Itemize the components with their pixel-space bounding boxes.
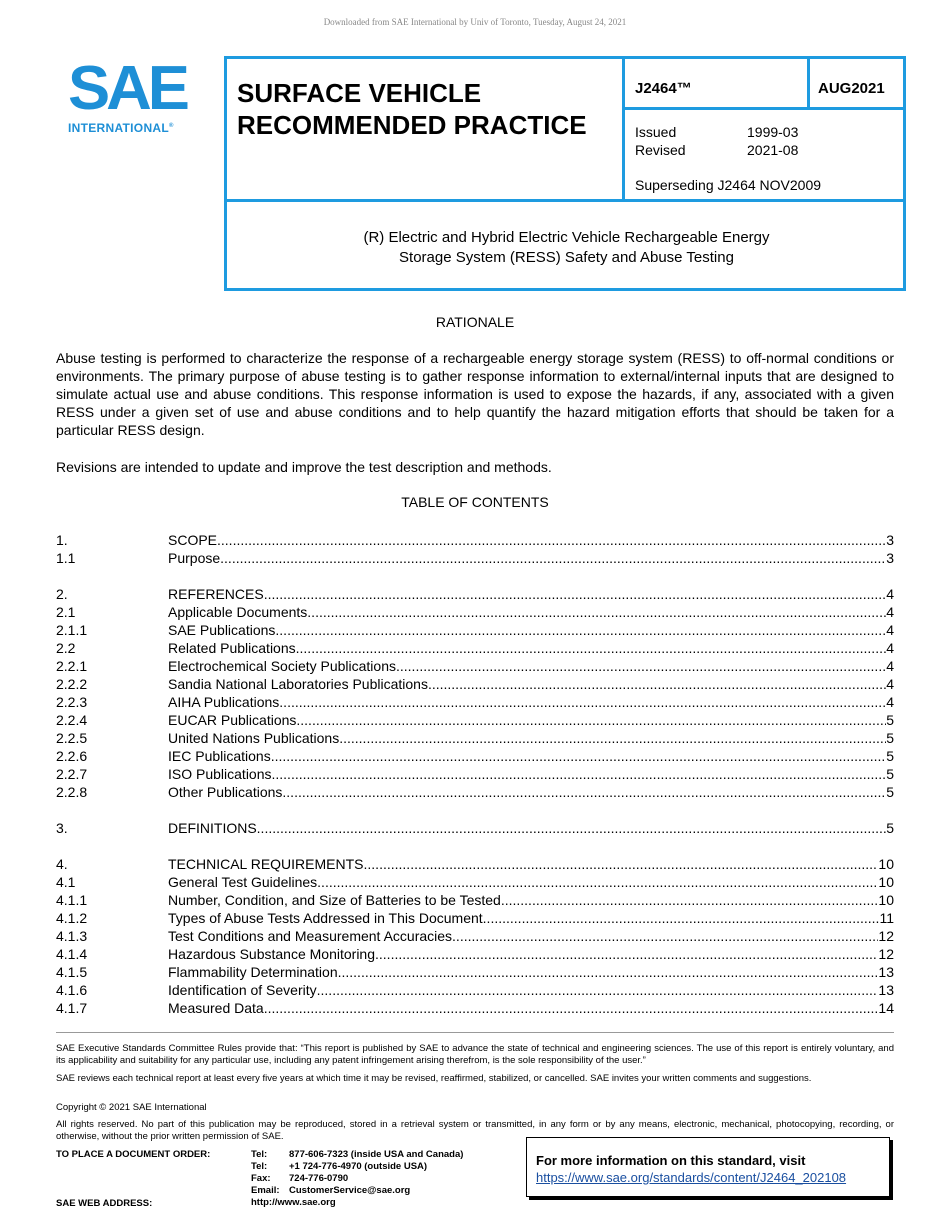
toc-leader-dots [483,909,880,927]
toc-entry-page: 4 [886,658,894,674]
toc-leader-dots [296,711,886,729]
toc-entry[interactable] [56,639,894,657]
toc-entry-title: TECHNICAL REQUIREMENTS [168,856,364,872]
toc-entry-page: 12 [878,928,894,944]
toc-entry[interactable] [56,603,894,621]
document-type-title: SURFACE VEHICLE RECOMMENDED PRACTICE [237,78,587,140]
toc-entry-title: SCOPE [168,532,218,548]
toc-entry-title: Identification of Severity [168,982,317,998]
web-address-label: SAE WEB ADDRESS: [56,1198,153,1209]
toc-entry-page: 5 [886,712,894,728]
toc-leader-dots [396,657,886,675]
toc-entry-title: Measured Data [168,1000,264,1016]
contact-list [251,1149,463,1209]
toc-entry[interactable] [56,999,894,1017]
web-url[interactable]: http://www.sae.org [251,1197,336,1208]
toc-entry-title: REFERENCES [168,586,264,602]
header-divider [227,199,906,202]
toc-entry-title: Test Conditions and Measurement Accuracies [168,928,453,944]
toc-leader-dots [317,873,878,891]
toc-entry-page: 12 [878,946,894,962]
toc-entry-title: IEC Publications [168,748,271,764]
toc-leader-dots [307,603,886,621]
toc-leader-dots [339,729,886,747]
logo-wordmark: SAE [68,54,186,123]
toc-entry-title: Other Publications [168,784,283,800]
issued-label: Issued [635,124,677,140]
header-divider [622,107,906,110]
toc-entry-page: 10 [878,874,894,890]
toc-entry[interactable] [56,729,894,747]
toc-entry-page: 5 [886,820,894,836]
toc-leader-dots [428,675,886,693]
toc-entry-page: 3 [886,532,894,548]
toc-leader-dots [217,531,886,549]
toc-leader-dots [264,585,887,603]
toc-entry-page: 10 [878,856,894,872]
toc-entry-page: 11 [879,910,894,926]
toc-entry-number: 2.2.2 [56,676,88,692]
toc-entry-title: Purpose [168,550,221,566]
contact-row: Fax: 724-776-0790 [251,1173,349,1184]
toc-entry[interactable] [56,891,894,909]
order-label: TO PLACE A DOCUMENT ORDER: [56,1149,211,1160]
superseding-note: Superseding J2464 NOV2009 [635,177,822,193]
toc-entry[interactable] [56,855,894,873]
toc-leader-dots [375,945,878,963]
toc-entry-page: 4 [886,604,894,620]
toc-entry-title: Flammability Determination [168,964,338,980]
toc-entry-title: Electrochemical Society Publications [168,658,396,674]
toc-leader-dots [264,999,879,1017]
info-title: For more information on this standard, visit [536,1153,806,1168]
standard-link[interactable]: https://www.sae.org/standards/content/J2464_202108 [536,1170,847,1185]
logo-subtext: INTERNATIONAL® [68,121,174,135]
toc-entry-page: 13 [878,982,894,998]
toc-entry[interactable] [56,711,894,729]
toc-entry-page: 4 [886,622,894,638]
toc-entry-number: 4.1.7 [56,1000,88,1016]
toc-entry[interactable] [56,657,894,675]
toc-entry[interactable] [56,963,894,981]
toc-entry-title: Types of Abuse Tests Addressed in This Document [168,910,483,926]
rationale-heading: RATIONALE [435,314,515,330]
toc-entry[interactable] [56,981,894,999]
toc-entry-page: 5 [886,766,894,782]
toc-entry-number: 4.1.6 [56,982,88,998]
toc-entry-number: 3. [56,820,68,836]
toc-entry-page: 10 [878,892,894,908]
toc-leader-dots [257,819,887,837]
review-text: SAE reviews each technical report at least every five years at which time it may be revised, reaffirmed, stabilized, or cancelled. SAE invites your written comments and suggestions. [56,1073,812,1084]
toc-leader-dots [364,855,879,873]
rationale-paragraph: Abuse testing is performed to characterize the response of a rechargeable energy storage system (RESS) to off-normal conditions or environments. The primary purpose of abuse testing is to gather response information to external/internal inputs that are designed to simulate actual use and abuse conditions. This response information is used to expose the hazards, if any, associated with a given RESS under a given set of use and abuse conditions and to help quantify the hazard mitigation efforts that should be taken for a particular RESS design. [56,350,894,438]
toc-leader-dots [338,963,879,981]
toc-entry-page: 13 [878,964,894,980]
toc-entry-page: 4 [886,694,894,710]
contact-row: Tel: +1 724-776-4970 (outside USA) [251,1161,428,1172]
more-info-box [526,1137,890,1197]
toc-leader-dots [282,783,886,801]
toc-entry[interactable] [56,927,894,945]
toc-entry-title: United Nations Publications [168,730,340,746]
toc-leader-dots [275,621,886,639]
toc-entry-number: 2.1.1 [56,622,88,638]
toc-entry-title: Sandia National Laboratories Publications [168,676,428,692]
toc-entry[interactable] [56,945,894,963]
toc-entry[interactable] [56,675,894,693]
copyright: Copyright © 2021 SAE International [56,1102,207,1113]
document-number: J2464™ [635,80,692,97]
toc-entry-number: 1.1 [56,550,76,566]
download-note: Downloaded from SAE International by Univ of Toronto, Tuesday, August 24, 2021 [323,17,627,27]
toc-entry[interactable] [56,531,894,549]
toc-leader-dots [501,891,879,909]
toc-entry-number: 4.1.2 [56,910,88,926]
toc-entry-number: 2.2.7 [56,766,88,782]
toc-entry-page: 14 [878,1000,894,1016]
rights-text: All rights reserved. No part of this publication may be reproduced, stored in a retrieval system or transmitted, in any form or by any means, electronic, mechanical, photocopying, recording, or otherwise, without the prior written permission of SAE. [56,1119,894,1142]
sae-logo [68,54,198,138]
toc-entry-number: 2.1 [56,604,76,620]
toc-entry[interactable] [56,819,894,837]
toc-entry-page: 5 [886,748,894,764]
toc-entry-title: General Test Guidelines [168,874,318,890]
toc-entry-number: 4. [56,856,68,872]
toc-entry[interactable] [56,549,894,567]
footer-divider [56,1032,894,1033]
toc-heading: TABLE OF CONTENTS [401,494,549,510]
toc-entry-number: 2.2.1 [56,658,88,674]
toc-entry-title: Number, Condition, and Size of Batteries to be Tested [168,892,501,908]
toc-entry-page: 4 [886,586,894,602]
toc-leader-dots [296,639,887,657]
toc-entry[interactable] [56,621,894,639]
toc-entry-number: 4.1.1 [56,892,88,908]
toc-entry-page: 5 [886,730,894,746]
toc-entry[interactable] [56,765,894,783]
header-divider [622,59,625,201]
toc-entry-number: 4.1 [56,874,76,890]
toc-entry-number: 2.2 [56,640,76,656]
toc-entry[interactable] [56,747,894,765]
toc-entry-number: 1. [56,532,68,548]
toc-entry[interactable] [56,693,894,711]
toc-entry[interactable] [56,585,894,603]
toc-entry-page: 3 [886,550,894,566]
toc-entry-title: EUCAR Publications [168,712,297,728]
toc-entry-number: 4.1.3 [56,928,88,944]
toc-entry-number: 2.2.3 [56,694,88,710]
toc-leader-dots [272,765,887,783]
toc-entry[interactable] [56,909,894,927]
toc-entry-number: 4.1.4 [56,946,88,962]
toc-leader-dots [271,747,886,765]
contact-row: Tel: 877-606-7323 (inside USA and Canada) [251,1149,464,1160]
revised-value: 2021-08 [747,142,799,158]
issued-value: 1999-03 [747,124,799,140]
toc-leader-dots [317,981,879,999]
toc-entry-number: 2.2.4 [56,712,88,728]
toc-entry-number: 2.2.8 [56,784,88,800]
toc-leader-dots [220,549,886,567]
toc-entry-title: Applicable Documents [168,604,308,620]
document-date: AUG2021 [818,80,885,97]
revised-label: Revised [635,142,686,158]
toc-entry-page: 4 [886,640,894,656]
toc-leader-dots [452,927,878,945]
toc-entry-title: AIHA Publications [168,694,280,710]
toc-entry[interactable] [56,873,894,891]
toc-entry-title: Related Publications [168,640,296,656]
toc-entry-page: 5 [886,784,894,800]
toc-entry[interactable] [56,783,894,801]
toc-leader-dots [279,693,886,711]
contact-row[interactable]: Email: CustomerService@sae.org [251,1185,411,1196]
revision-note: Revisions are intended to update and improve the test description and methods. [56,459,552,475]
toc-entry-number: 4.1.5 [56,964,88,980]
toc-entry-title: DEFINITIONS [168,820,257,836]
document-header-box [224,56,906,291]
document-subtitle: (R) Electric and Hybrid Electric Vehicle Rechargeable Energy Storage System (RESS) Safety and Abuse Testing [363,229,770,266]
toc-entry-page: 4 [886,676,894,692]
toc-entry-number: 2. [56,586,68,602]
committee-rules-text: SAE Executive Standards Committee Rules provide that: “This report is published by SAE to advance the state of technical and engineering sciences. The use of this report is entirely voluntary, and its applicability and suitability for any particular use, including any patent infringement arising therefrom, is the sole responsibility of the user.” [56,1043,894,1066]
toc-entry-title: Hazardous Substance Monitoring [168,946,376,962]
toc-entry-title: ISO Publications [168,766,272,782]
toc-entry-number: 2.2.5 [56,730,88,746]
toc-entry-title: SAE Publications [168,622,276,638]
toc-entry-number: 2.2.6 [56,748,88,764]
header-divider [807,59,810,109]
